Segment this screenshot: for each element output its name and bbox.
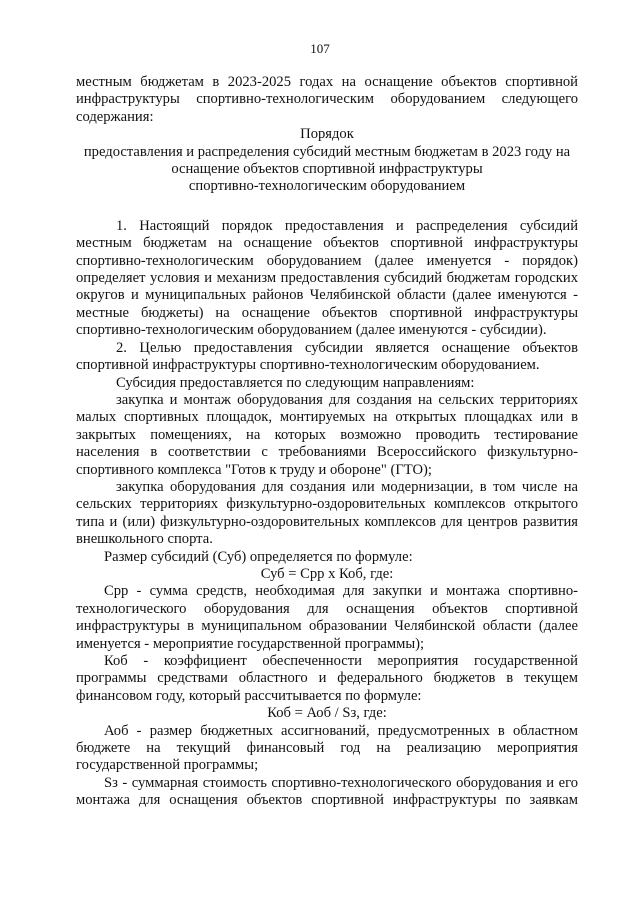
title-line-1: Порядок (300, 126, 354, 143)
page-number: 107 (310, 41, 330, 56)
title-line-2: предоставления и распределения субсидий местным бюджетам в 2023 году на (83, 143, 571, 160)
document-title (76, 126, 578, 196)
formula-subsidy: Суб = Срр х Коб, где: (260, 565, 394, 582)
paragraph-6: Размер субсидий (Суб) определяется по формуле: (104, 548, 413, 565)
intro-paragraph: местным бюджетам в 2023-2025 годах на оснащение объектов спортивной инфраструктуры спортивно-технологическим оборудованием следующего содержания: (76, 74, 578, 125)
paragraph-4: закупка и монтаж оборудования для создания на сельских территориях малых спортивных площадок, монтируемых на открытых площадках или в закрытых помещениях, на которых возможно проводить тестирование населения в соответствии с требованиями Всероссийского физкультурно-спортивного комплекса "Готов к труду и обороне" (ГТО); (76, 391, 578, 478)
paragraph-3: Субсидия предоставляется по следующим направлениям: (116, 374, 475, 391)
formula-coefficient: Коб = Аоб / Sз, где: (267, 705, 387, 722)
paragraph-8: Коб - коэффициент обеспеченности мероприятия государственной программы средствами областного и федерального бюджетов в текущем финансовом году, который рассчитывается по формуле: (76, 653, 578, 704)
paragraph-10: Sз - суммарная стоимость спортивно-технологического оборудования и его монтажа для оснащения объектов спортивной инфраструктуры по заявкам (76, 774, 578, 809)
paragraph-5: закупка оборудования для создания или модернизации, в том числе на сельских территориях физкультурно-оздоровительных комплексов открытого типа и (или) физкультурно-оздоровительных комплексов для центров развития внешкольного спорта. (76, 478, 578, 548)
paragraph-2: 2. Целью предоставления субсидии является оснащение объектов спортивной инфраструктуры спортивно-технологическим оборудованием. (76, 339, 578, 374)
spacer (76, 196, 578, 218)
paragraph-1: 1. Настоящий порядок предоставления и распределения субсидий местным бюджетам на оснащение объектов спортивной инфраструктуры спортивно-технологическим оборудованием (далее именуется - порядок) определяет условия и механизм предоставления субсидий бюджетам городских округов и муниципальных районов Челябинской области (далее именуются - местные бюджеты) на оснащение объектов спортивной инфраструктуры спортивно-технологическим оборудованием (далее именуются - субсидии). (76, 217, 578, 339)
paragraph-9: Аоб - размер бюджетных ассигнований, предусмотренных в областном бюджете на текущий финансовый год на реализацию мероприятия государственной программы; (76, 722, 578, 774)
title-line-4: спортивно-технологическим оборудованием (188, 178, 466, 195)
title-line-3: оснащение объектов спортивной инфраструктуры (171, 161, 483, 178)
paragraph-7: Срр - сумма средств, необходимая для закупки и монтажа спортивно-технологического оборудования для оснащения объектов спортивной инфраструктуры в муниципальном образовании Челябинской области (далее именуется - мероприятие государственной программы); (76, 583, 578, 652)
document-body (76, 74, 578, 810)
